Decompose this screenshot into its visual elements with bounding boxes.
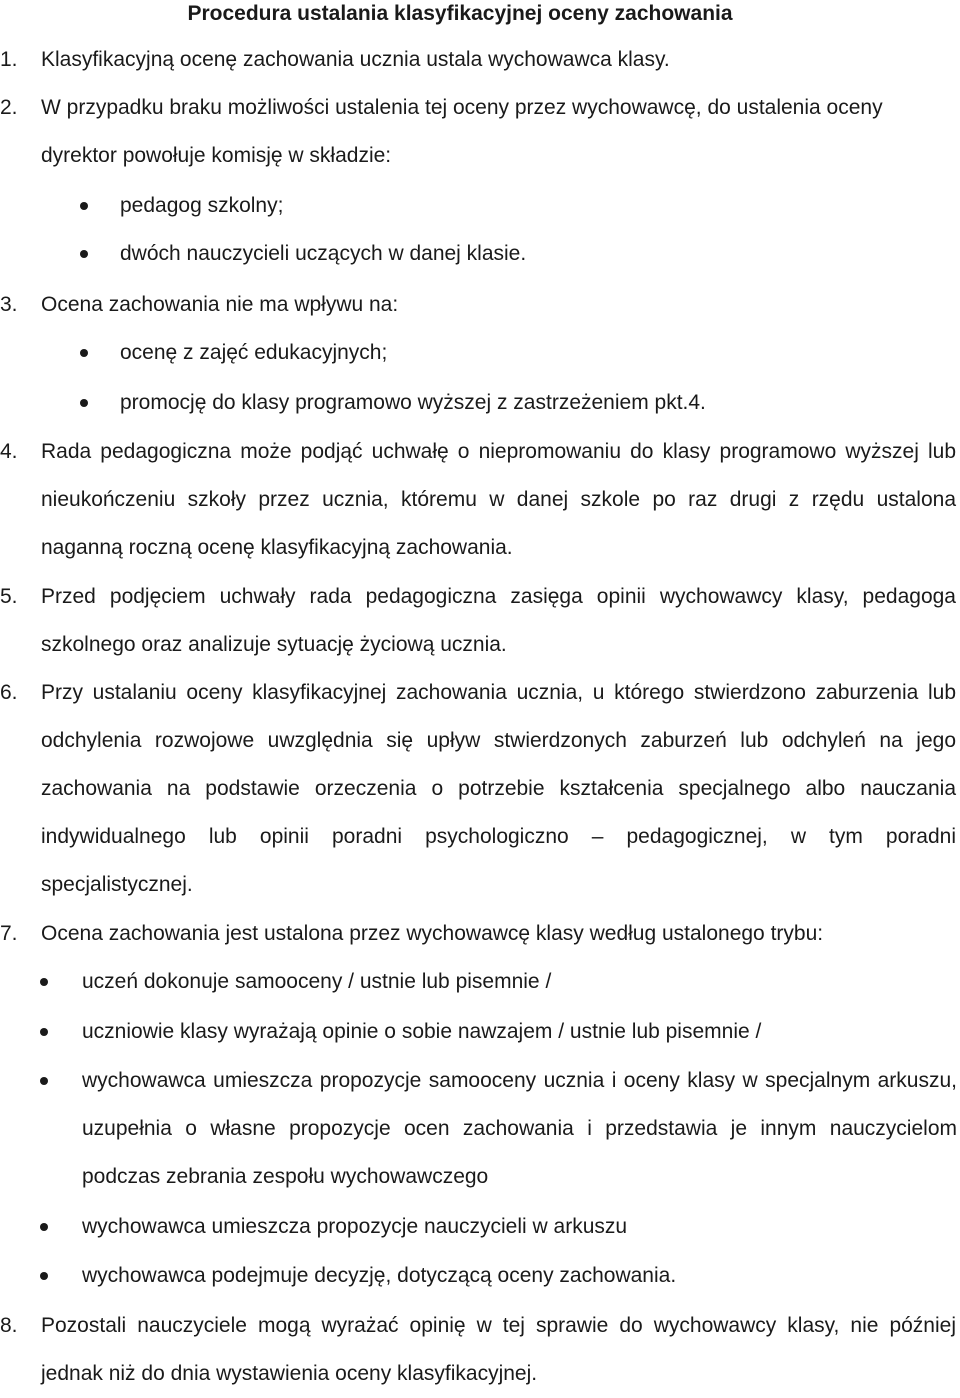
bullet-icon [40,1028,48,1036]
bullet-icon [40,1077,48,1085]
bullet-icon [40,978,48,986]
bullet-text: pedagog szkolny; [120,194,284,217]
item-number: 1. [0,48,18,71]
bullet-text: uczniowie klasy wyrażają opinie o sobie nawzajem / ustnie lub pisemnie / [82,1020,762,1043]
item-text: Przy ustalaniu oceny klasyfikacyjnej zachowania ucznia, u którego stwierdzono zaburzenia lub odchylenia rozwojowe uwzględnia się upływ stwierdzonych zaburzeń lub odchyleń na jego zachowania na podstawie orzeczenia o potrzebie kształcenia specjalnego albo nauczania indywidualnego lub opinii poradni psychologiczno – pedagogicznej, w tym poradni specjalistycznej. [41,681,956,896]
list-item-4 [0,428,956,572]
bullet-text: dwóch nauczycieli uczących w danej klasie. [120,242,527,265]
bullet-text: promocję do klasy programowo wyższej z zastrzeżeniem pkt.4. [120,391,706,414]
bullet-item [80,379,960,427]
bullet-text: uczeń dokonuje samooceny / ustnie lub pisemnie / [82,970,552,993]
list-item-5 [0,573,956,669]
bullet-item [80,182,960,230]
bullet-icon [40,1272,48,1280]
item-text: Ocena zachowania nie ma wpływu na: [41,293,399,316]
bullet-icon [40,1223,48,1231]
item-text: Pozostali nauczyciele mogą wyrażać opinię w tej sprawie do wychowawcy klasy, nie później jednak niż do dnia wystawienia oceny klasyfikacyjnej. [41,1314,956,1385]
list-item-7 [0,910,956,958]
item-number: 4. [0,440,18,463]
bullet-icon [80,349,88,357]
document-title: Procedura ustalania klasyfikacyjnej oceny zachowania [187,2,733,25]
item-number: 2. [0,96,18,119]
item-number: 8. [0,1314,18,1337]
bullet-item [40,1008,940,1056]
item-number: 5. [0,585,18,608]
item-number: 7. [0,922,18,945]
list-item-3 [0,281,956,329]
bullet-item [40,1203,940,1251]
bullet-text: wychowawca umieszcza propozycje nauczycieli w arkuszu [82,1215,628,1238]
bullet-item [40,1252,940,1300]
item-number: 3. [0,293,18,316]
item-text: W przypadku braku możliwości ustalenia tej oceny przez wychowawcę, do ustalenia oceny dyrektor powołuje komisję w składzie: [41,96,883,167]
bullet-item [80,329,960,377]
item-number: 6. [0,681,18,704]
bullet-item [40,958,940,1006]
item-text: Rada pedagogiczna może podjąć uchwałę o niepromowaniu do klasy programowo wyższej lub nieukończeniu szkoły przez ucznia, któremu w danej szkole po raz drugi z rzędu ustalona naganną roczną ocenę klasyfikacyjną zachowania. [41,440,956,559]
bullet-icon [80,250,88,258]
item-text: Klasyfikacyjną ocenę zachowania ucznia ustala wychowawca klasy. [41,48,670,71]
item-text: Ocena zachowania jest ustalona przez wychowawcę klasy według ustalonego trybu: [41,922,824,945]
list-item-6 [0,669,956,909]
list-item-2 [0,84,956,180]
bullet-icon [80,399,88,407]
bullet-text: wychowawca podejmuje decyzję, dotyczącą oceny zachowania. [82,1264,677,1287]
bullet-text: ocenę z zajęć edukacyjnych; [120,341,388,364]
bullet-item [80,230,960,278]
item-text: Przed podjęciem uchwały rada pedagogiczna zasięga opinii wychowawcy klasy, pedagoga szkolnego oraz analizuje sytuację życiową ucznia. [41,585,956,656]
bullet-icon [80,202,88,210]
list-item-8 [0,1302,956,1398]
list-item-1 [0,36,956,84]
bullet-text: wychowawca umieszcza propozycje samooceny ucznia i oceny klasy w specjalnym arkuszu, uzupełnia o własne propozycje ocen zachowania i przedstawia je innym nauczycielom podczas zebrania zespołu wychowawczego [82,1069,957,1188]
bullet-item [40,1057,957,1201]
